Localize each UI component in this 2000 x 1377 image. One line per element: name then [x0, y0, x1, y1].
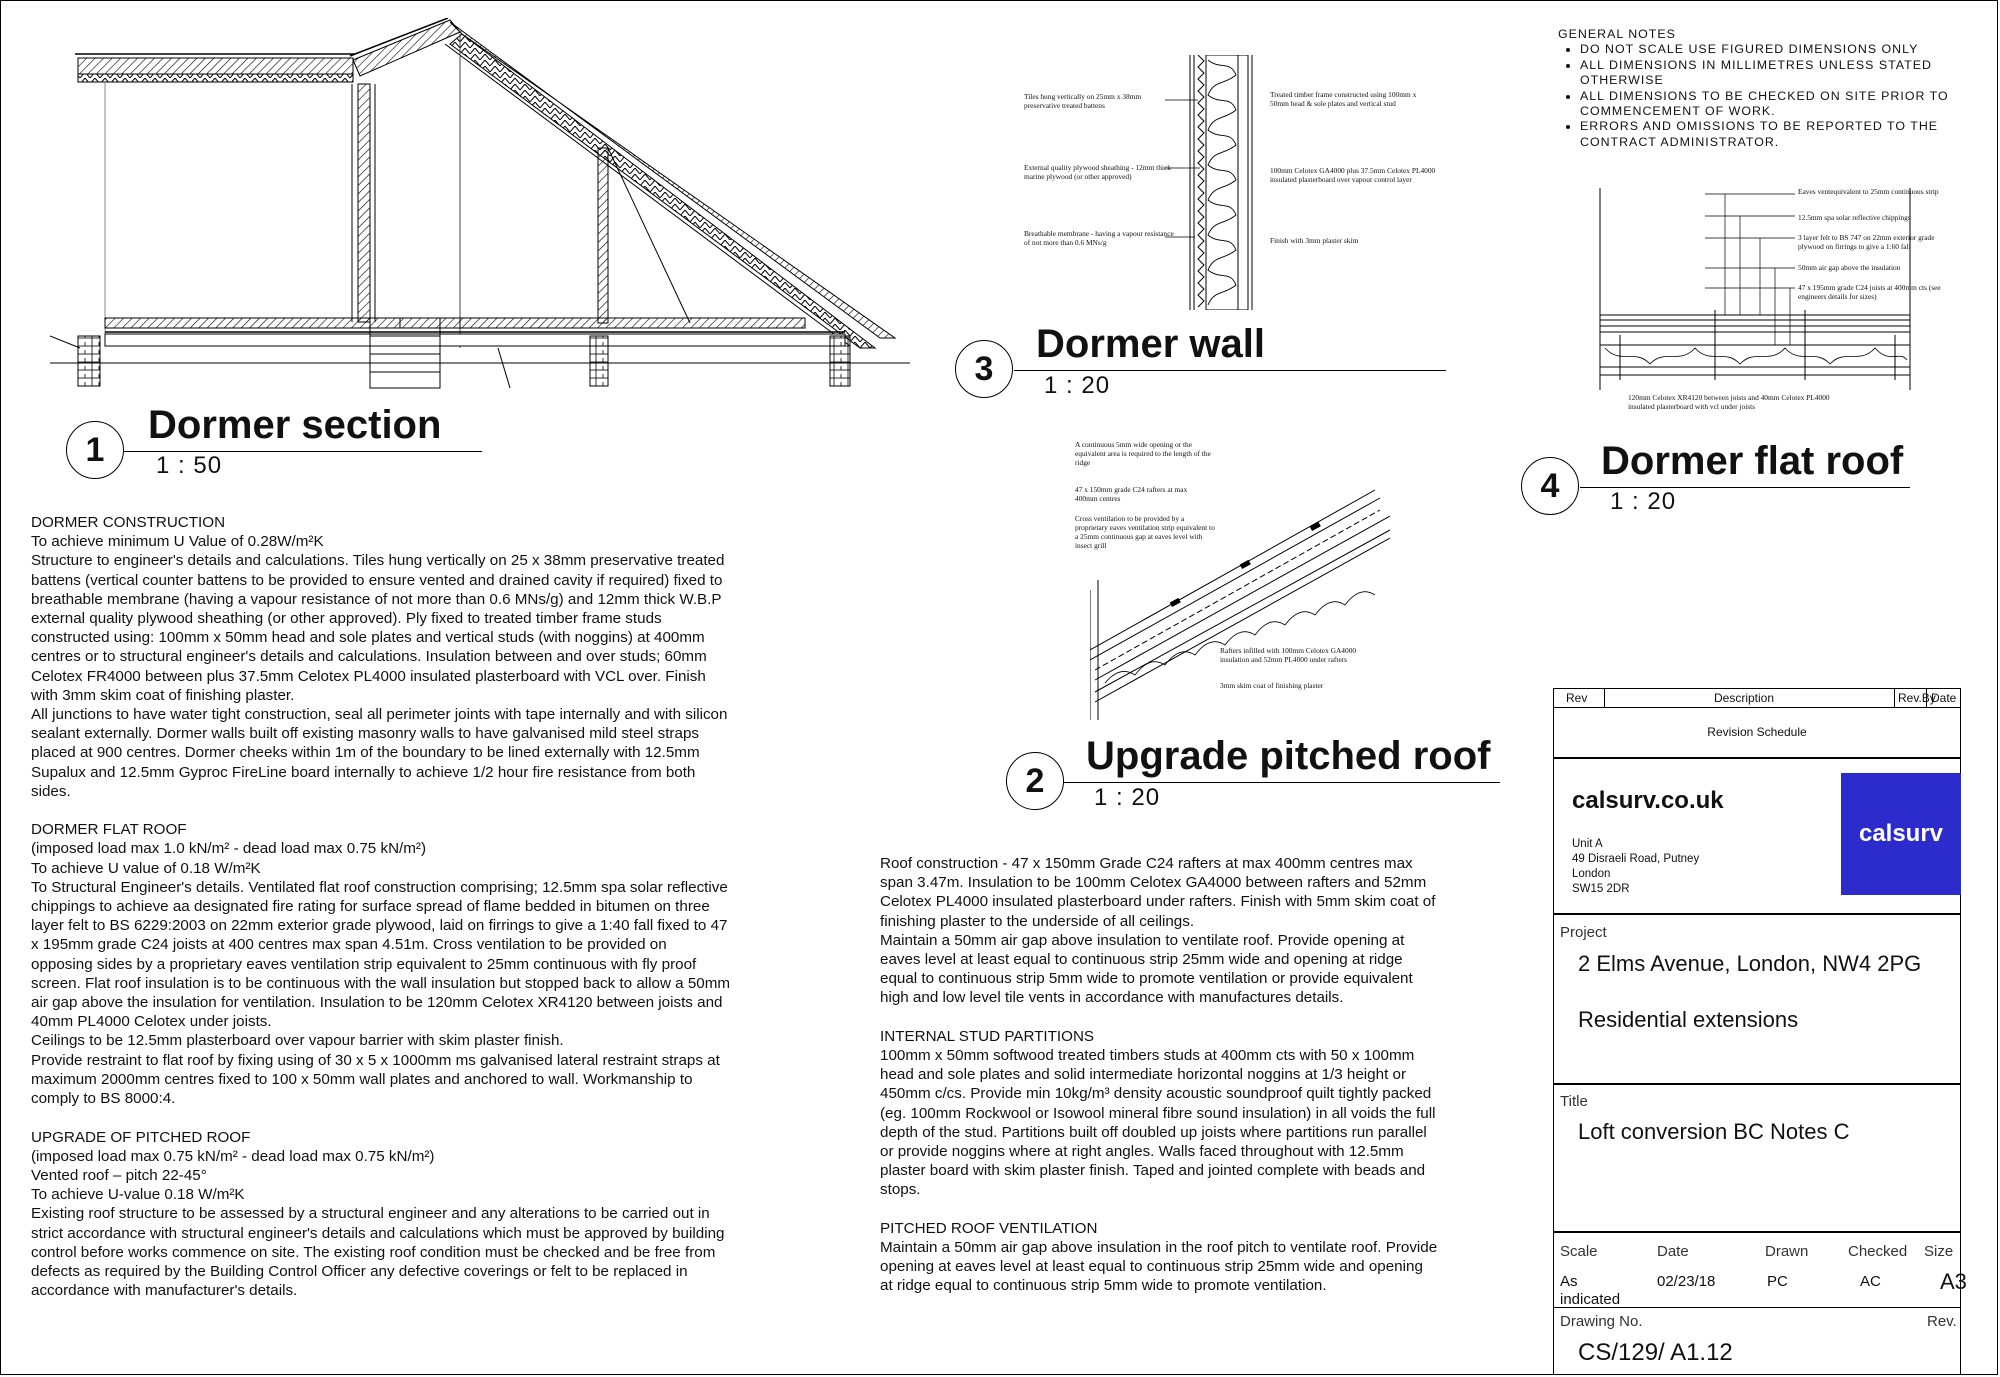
general-note-item: • ALL DIMENSIONS TO BE CHECKED ON SITE PRIOR TO COMMENCEMENT OF WORK. [1580, 89, 1978, 120]
date-header: Date [1931, 691, 1957, 705]
company-panel [1553, 758, 1961, 914]
view-2-title: Upgrade pitched roof [1086, 734, 1491, 778]
revision-schedule-label: Revision Schedule [1707, 725, 1807, 739]
view-4-scale: 1 : 20 [1610, 488, 1677, 515]
address-line: SW15 2DR [1572, 883, 1630, 895]
wall-leader-lines [1160, 95, 1270, 255]
date-value: 02/23/18 [1657, 1273, 1716, 1290]
view-1-title: Dormer section [148, 403, 442, 447]
general-notes [1558, 27, 1978, 150]
project-panel [1553, 914, 1961, 1084]
description-header: Description [1714, 691, 1775, 705]
address-line: 49 Disraeli Road, Putney [1572, 853, 1700, 865]
address-line: Unit A [1572, 838, 1603, 850]
flat-label-chippings: 12.5mm spa solar reflective chippings [1798, 213, 1911, 222]
pitched-label-infilled: Rafters infilled with 100mm Celotex GA4000 insulation and 52mm PL4000 under rafters [1220, 646, 1357, 664]
general-note-item: • DO NOT SCALE USE FIGURED DIMENSIONS ONLY [1580, 42, 1978, 57]
view-1-scale: 1 : 50 [156, 452, 223, 479]
notes-left: DORMER CONSTRUCTION To achieve minimum U Value of 0.28W/m²K Structure to engineer's details and calculations. Tiles hung vertically on 25 x 38mm preservative treated battens (vertical counter battens to be provided to ensure vented and drained cavity if required) fixed to breathable membrane (having a vapour resistance of not more than 0.6 MNs/g) and 12mm thick W.B.P external quality plywood sheathing (or other approved). Ply fixed to treated timber frame studs constructed using: 100mm x 50mm head and sole plates and vertical studs (with noggins) at 400mm centres or to structural engineer's details and calculations. Insulation between and over studs; 60mm Celotex FR4000 between plus 37.5mm Celotex PL4000 insulated plasterboard with VCL over. Finish with 3mm skim coat of finishing plaster. All junctions to have water tight construction, seal all perimeter joints with tape internally and with silicon sealant externally. Dormer walls built off existing masonry walls to have galvanised mild steel straps placed at 900 centres. Dormer cheeks within 1m of the boundary to be lined externally with 12.5mm Supalux and 12.5mm Gyproc FireLine board internally to achieve 1/2 hour fire resistance from both sides. DORMER FLAT ROOF (imposed load max 1.0 kN/m² - dead load max 0.75 kN/m²) To achieve U value of 0.18 W/m²K To Structural Engineer's details. Ventilated flat roof construction comprising; 12.5mm spa solar reflective chippings to achieve aa designated fire rating for surface spread of flame bedded in bitumen on three layer felt to BS 6229:2003 on 22mm exterior grade plywood, laid on firrings to give a 1:40 fall fixed to 47 x 195mm grade C24 joists at 400 centres max span 4.51m. Cross ventilation to be provided on opposing sides by a proprietary eaves ventilation strip equivalent to 25mm continuous with fly proof screen. Flat roof insulation is to be continuous with the wall insulation but stopped back to allow a 50mm air gap above the insulation for ventilation. Insulation to be 120mm Celotex XR4120 between joists and 40mm PL4000 Celotex under joists. Ceilings to be 12.5mm plasterboard over vapour barrier with skim plaster finish. Provide restraint to flat roof by fixing using of 30 x 5 x 1000mm ms galvanised lateral restraint straps at maximum 2000mm centres fixed to 100 x 50mm wall plates and anchored to wall. Workmanship to comply to BS 8000:4. UPGRADE OF PITCHED ROOF (imposed load max 0.75 kN/m² - dead load max 0.75 kN/m²) Vented roof – pitch 22-45° To achieve U-value 0.18 W/m²K Existing roof structure to be assessed by a structural engineer and any alterations to be carried out in strict accordance with structural engineer's details and calculations which must be approved by building control before works commence on site. The existing roof condition must be checked and be free from defects as required by the Building Control Officer any defective coverings or felt to be replaced in accordance with manufacturer's details. [31, 514, 731, 1300]
dormer-section-drawing [50, 18, 910, 393]
rev-header: Rev [1566, 691, 1588, 705]
project-description: Residential extensions [1578, 1007, 1799, 1032]
checked-value: AC [1860, 1273, 1881, 1290]
pitched-label-ridge: A continuous 5mm wide opening or the equivalent area is required to the length of the ridge [1075, 440, 1211, 467]
view-2-title-line [1064, 782, 1500, 783]
view-2-scale: 1 : 20 [1094, 784, 1161, 811]
view-2-number: 2 [1006, 752, 1064, 810]
calsurv-logo: calsurv [1841, 773, 1961, 895]
drawing-info-panel [1553, 1232, 1967, 1375]
pitched-label-skim: 3mm skim coat of finishing plaster [1220, 681, 1324, 690]
scale-label: Scale [1560, 1243, 1598, 1260]
wall-label-membrane: Breathable membrane - having a vapour resistance of not more than 0.6 MNs/g [1024, 229, 1174, 247]
company-name: calsurv.co.uk [1572, 787, 1724, 814]
drawing-number: CS/129/ A1.12 [1578, 1339, 1733, 1366]
flat-label-eaves: Eaves ventequivalent to 25mm continuous strip [1798, 187, 1939, 196]
wall-label-celotex: 100mm Celotex GA4000 plus 37.5mm Celotex PL4000 insulated plasterboard over vapour control layer [1270, 166, 1436, 184]
notes-middle: Roof construction - 47 x 150mm Grade C24 rafters at max 400mm centres max span 3.47m. Insulation to be 100mm Celotex GA4000 between rafters and 52mm Celotex PL4000 insulated plasterboard under rafters. Finish with 5mm skim coat of finishing plaster to the underside of all ceilings. Maintain a 50mm air gap above insulation to ventilate roof. Provide opening at eaves level at least equal to continuous strip 25mm wide and opening at ridge equal to continuous strip 5mm wide to promote ventilation or provide equivalent high and low level tile vents in accordance with manufactures details. INTERNAL STUD PARTITIONS 100mm x 50mm softwood treated timbers studs at 400mm cts with 50 x 100mm head and sole plates and solid intermediate horizontal noggins at 1/3 height or 450mm c/cs. Provide min 10kg/m³ density acoustic soundproof quilt tightly packed (eg. 100mm Rockwool or Isowool mineral fibre sound insulation) in all voids the full depth of the stud. Partitions built off doubled up joists where partitions run parallel or provide noggins where at right angles. Walls faced throughout with 12.5mm plaster board with skim plaster finish. Taped and jointed complete with beads and stops. PITCHED ROOF VENTILATION Maintain a 50mm air gap above insulation in the roof pitch to ventilate roof. Provide opening at eaves level at least equal to continuous strip 25mm wide and opening at ridge equal to continuous strip 5mm wide to promote ventilation. [880, 855, 1438, 1295]
info-divider [1554, 1307, 1960, 1308]
project-address: 2 Elms Avenue, London, NW4 2PG [1578, 951, 1922, 976]
revision-label: Rev. [1927, 1313, 1957, 1330]
title-panel [1553, 1084, 1961, 1232]
flat-label-joists: 47 x 195mm grade C24 joists at 400mm cts (see engineers details for sizes) [1798, 283, 1941, 301]
general-note-item: • ALL DIMENSIONS IN MILLIMETRES UNLESS STATED OTHERWISE [1580, 58, 1978, 89]
general-note-item: • ERRORS AND OMISSIONS TO BE REPORTED TO THE CONTRACT ADMINISTRATOR. [1580, 119, 1978, 150]
wall-label-tiles: Tiles hung vertically on 25mm x 38mm preservative treated battens [1024, 92, 1142, 110]
scale-value: As indicated [1560, 1273, 1621, 1308]
drawn-value: PC [1767, 1273, 1788, 1290]
size-label: Size [1924, 1243, 1954, 1260]
drawing-title: Loft conversion BC Notes C [1578, 1119, 1850, 1144]
pitched-label-cross: Cross ventilation to be provided by a proprietary eaves ventilation strip equivalent to a 25mm continuous gap at eaves level with insect grill [1075, 514, 1215, 550]
wall-label-frame: Treated timber frame constructed using 100mm x 50mm head & sole plates and vertical stud [1270, 90, 1417, 108]
wall-label-finish: Finish with 3mm plaster skim [1270, 236, 1359, 245]
general-notes-heading: GENERAL NOTES [1558, 27, 1676, 41]
view-4-number: 4 [1521, 457, 1579, 515]
view-1-number: 1 [66, 421, 124, 479]
size-value: A3 [1940, 1269, 1967, 1294]
checked-label: Checked [1848, 1243, 1908, 1260]
address-line: London [1572, 868, 1611, 880]
view-4-title: Dormer flat roof [1601, 439, 1904, 483]
flat-label-airgap: 50mm air gap above the insulation [1798, 263, 1901, 272]
flat-label-xr: 120mm Celotex XR4120 between joists and 40mm Celotex PL4000 insulated plasterboard with vcl under joists [1628, 393, 1830, 411]
flat-label-felt: 3 layer felt to BS 747 on 22mm exterior grade plywood on firrings to give a 1:60 fall [1798, 233, 1935, 251]
drawing-number-label: Drawing No. [1560, 1313, 1643, 1330]
view-3-title: Dormer wall [1036, 322, 1265, 366]
project-label: Project [1560, 924, 1607, 941]
view-3-scale: 1 : 20 [1044, 372, 1111, 399]
revision-table [1553, 688, 1961, 758]
drawn-label: Drawn [1765, 1243, 1809, 1260]
date-label: Date [1657, 1243, 1689, 1260]
view-3-title-line [1014, 370, 1446, 371]
view-3-number: 3 [955, 340, 1013, 398]
wall-label-plywood: External quality plywood sheathing - 12mm thick marine plywood (or other approved) [1024, 163, 1171, 181]
pitched-label-rafters: 47 x 150mm grade C24 rafters at max 400mm centres [1075, 485, 1188, 503]
title-label: Title [1560, 1093, 1588, 1110]
revision-header-row [1554, 689, 1960, 708]
rev-by-header: Rev.By [1898, 691, 1936, 705]
company-address [1572, 837, 1699, 897]
